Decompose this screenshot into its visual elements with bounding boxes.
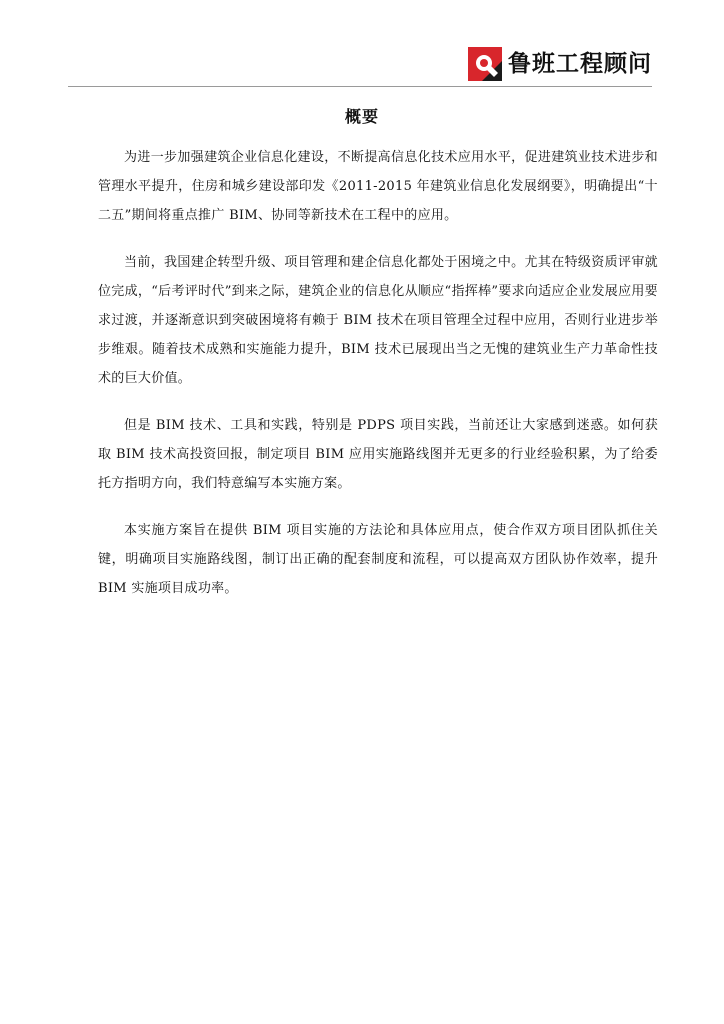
luban-logo-icon: [468, 47, 502, 81]
paragraph-2: 当前，我国建企转型升级、项目管理和建企信息化都处于困境之中。尤其在特级资质评审就位完成，“后考评时代”到来之际，建筑企业的信息化从顺应“指挥棒”要求向适应企业发展应用要求过渡，并逐渐意识到突破困境将有赖于 BIM 技术在项目管理全过程中应用，否则行业进步举步维艰。随着技术成熟和实施能力提升，BIM 技术已展现出当之无愧的建筑业生产力革命性技术的巨大价值。: [98, 255, 658, 386]
company-logo: [468, 46, 652, 82]
paragraph-4: 本实施方案旨在提供 BIM 项目实施的方法论和具体应用点，使合作双方项目团队抓住关键，明确项目实施路线图，制订出正确的配套制度和流程，可以提高双方团队协作效率，提升 BIM 实施项目成功率。: [98, 523, 658, 596]
page-title: 概要: [344, 107, 379, 126]
document-body: [98, 143, 658, 621]
paragraph-1: 为进一步加强建筑企业信息化建设，不断提高信息化技术应用水平，促进建筑业技术进步和管理水平提升，住房和城乡建设部印发《2011-2015 年建筑业信息化发展纲要》，明确提出“十二五”期间将重点推广 BIM、协同等新技术在工程中的应用。: [98, 150, 658, 223]
logo-text: 鲁班工程顾问: [508, 50, 652, 77]
page-header: [68, 42, 652, 87]
paragraph-3: 但是 BIM 技术、工具和实践，特别是 PDPS 项目实践，当前还让大家感到迷惑。如何获取 BIM 技术高投资回报，制定项目 BIM 应用实施路线图并无更多的行业经验积累，为了给委托方指明方向，我们特意编写本实施方案。: [98, 418, 658, 491]
